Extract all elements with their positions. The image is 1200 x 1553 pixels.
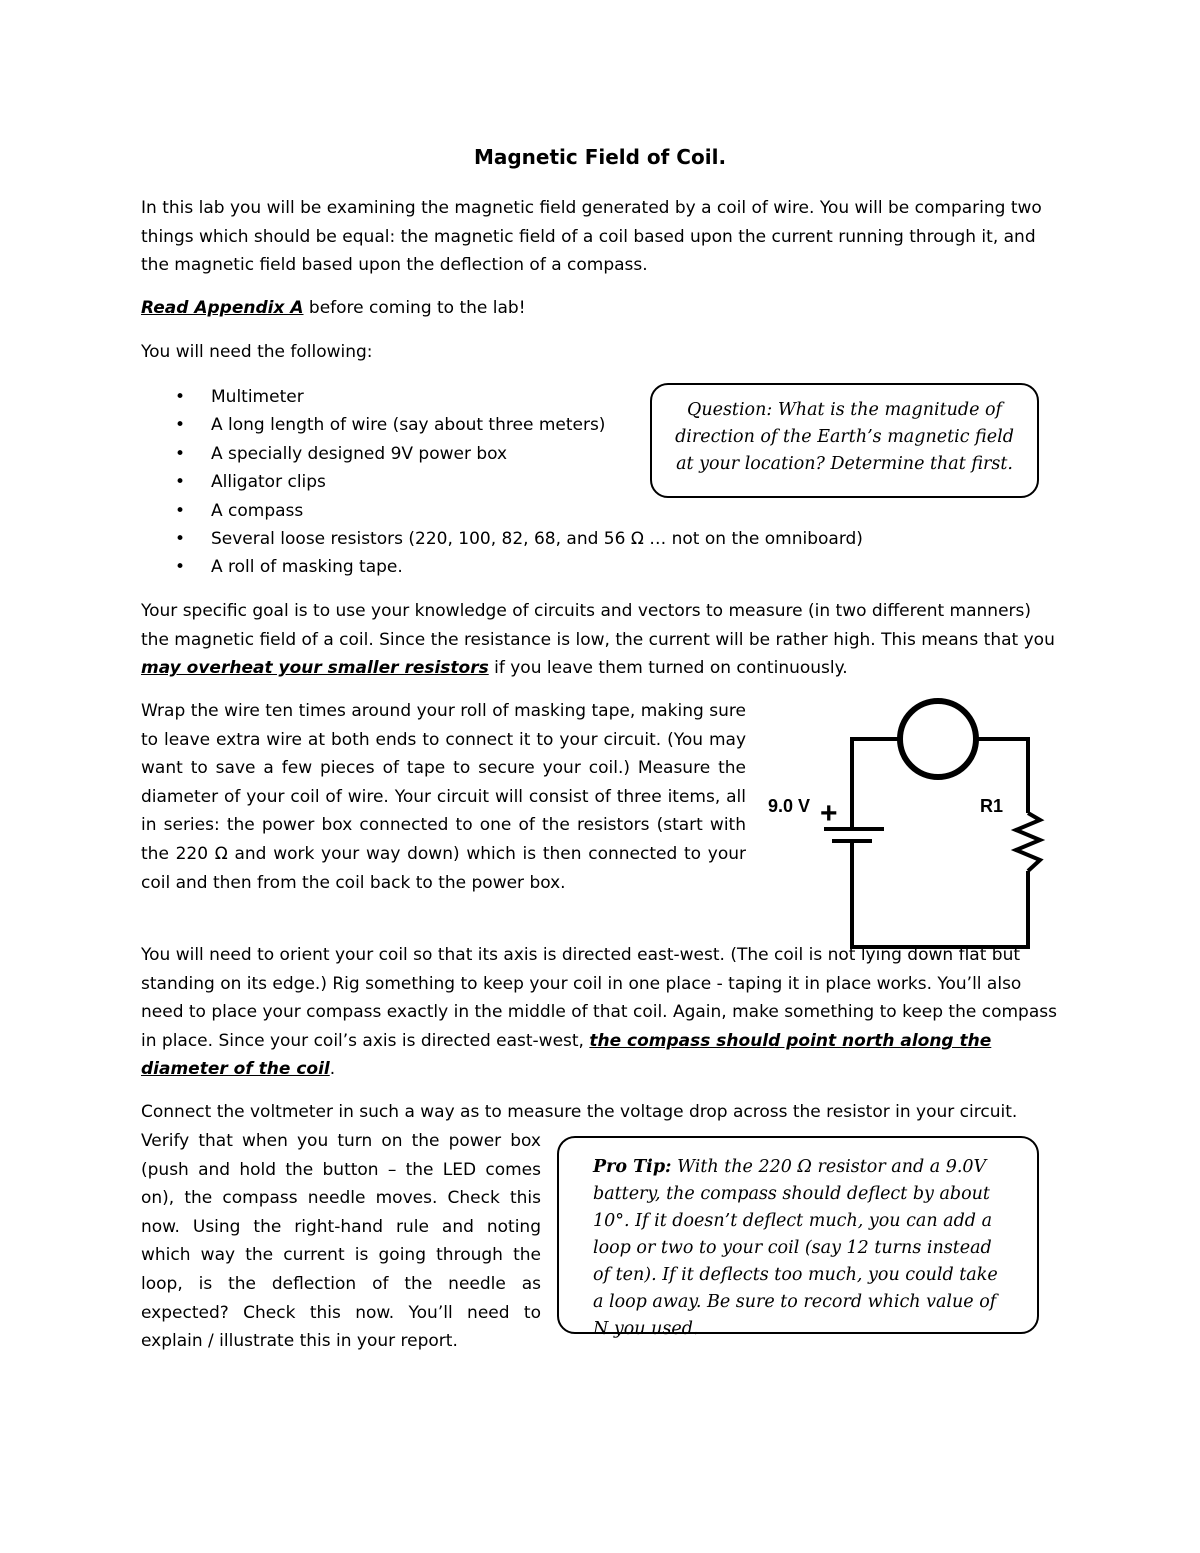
resistor-label: R1 xyxy=(980,796,1004,816)
material-item xyxy=(175,553,863,581)
bullet-icon: • xyxy=(175,500,186,521)
intro-paragraph: In this lab you will be examining the magnetic field generated by a coil of wire. You will be comparing two things which should be equal: the magnetic field of a coil based upon the current running through it, and the magnetic field based upon the deflection of a compass. xyxy=(141,198,1042,276)
verify-paragraph: Verify that when you turn on the power box (push and hold the button – the LED comes on), the compass needle moves. Check this now. Using the right-hand rule and noting which way the current is going through the loop, is the deflection of the needle as expected? Check this now. You’ll need to explain / illustrate this in your report. xyxy=(141,1131,541,1352)
read-appendix-line xyxy=(141,294,526,323)
overheat-warning: may overheat your smaller resistors xyxy=(141,658,489,679)
read-appendix-link[interactable]: Read Appendix A xyxy=(141,298,304,318)
material-label: A long length of wire (say about three meters) xyxy=(211,415,606,436)
connect-voltmeter-line: Connect the voltmeter in such a way as to measure the voltage drop across the resistor in your circuit. xyxy=(141,1102,1018,1122)
voltage-label: 9.0 V xyxy=(768,796,811,816)
material-item xyxy=(175,497,863,525)
bullet-icon: • xyxy=(175,472,186,493)
orient-text-2: . xyxy=(329,1059,336,1080)
bullet-icon: • xyxy=(175,387,186,407)
resistor-zigzag xyxy=(1016,813,1040,871)
compass-direction-emphasis: the compass should point north along the diameter of the coil xyxy=(141,1030,992,1080)
material-label: A compass xyxy=(211,500,304,521)
material-label: Several loose resistors (220, 100, 82, 68, and 56 Ω … not on the omniboard) xyxy=(211,529,863,550)
circuit-diagram xyxy=(760,695,1060,960)
bullet-icon: • xyxy=(175,557,186,578)
plus-sign: + xyxy=(820,797,838,830)
goal-text-2: if you leave them turned on continuously. xyxy=(488,658,848,679)
goal-text-1: Your specific goal is to use your knowledge of circuits and vectors to measure (in two different manners) the magnetic field of a coil. Since the resistance is low, the current will be rather high. This means that you xyxy=(141,601,1055,650)
question-box xyxy=(650,383,1039,498)
material-label: Multimeter xyxy=(211,387,304,407)
material-label: A roll of masking tape. xyxy=(211,557,403,578)
pro-tip-box xyxy=(557,1136,1039,1339)
bullet-icon: • xyxy=(175,529,186,550)
material-label: Alligator clips xyxy=(211,472,326,493)
pro-tip-label: Pro Tip: xyxy=(593,1157,672,1177)
material-item xyxy=(175,525,863,553)
wrap-paragraph: Wrap the wire ten times around your roll of masking tape, making sure to leave extra wire at both ends to connect it to your circuit. (You may want to save a few pieces of tape to secure your coil.) Measure the diameter of your coil of wire. Your circuit will consist of three items, all in series: the power box connected to one of the resistors (start with the 220 Ω and work your way down) which is then connected to your coil and then from the coil back to the power box. xyxy=(141,701,746,893)
material-label: A specially designed 9V power box xyxy=(211,443,508,464)
bullet-icon: • xyxy=(175,415,186,436)
materials-heading: You will need the following: xyxy=(141,342,373,362)
coil-symbol xyxy=(900,701,976,777)
bullet-icon: • xyxy=(175,443,186,464)
goal-paragraph xyxy=(141,597,1059,683)
read-appendix-rest: before coming to the lab! xyxy=(303,298,526,318)
page-title: Magnetic Field of Coil. xyxy=(473,145,727,169)
orient-text-1: You will need to orient your coil so that its axis is directed east-west. (The coil is not lying down flat but standing on its edge.) Rig something to keep your coil in one place - taping it in place works. You’ll also need to place your compass exactly in the middle of that coil. Again, make something to keep the compass in place. Since your coil’s axis is directed east-west, xyxy=(141,945,1057,1051)
question-text: Question: What is the magnitude of direction of the Earth’s magnetic field at your location? Determine that first. xyxy=(675,400,1014,474)
orient-paragraph xyxy=(141,941,1059,1084)
pro-tip-text: With the 220 Ω resistor and a 9.0V battery, the compass should deflect by about 10°. If it doesn’t deflect much, you can add a loop or two to your coil (say 12 turns instead of ten). If it deflects too much, you could take a loop away. Be sure to record which value of N you used. xyxy=(593,1157,998,1339)
